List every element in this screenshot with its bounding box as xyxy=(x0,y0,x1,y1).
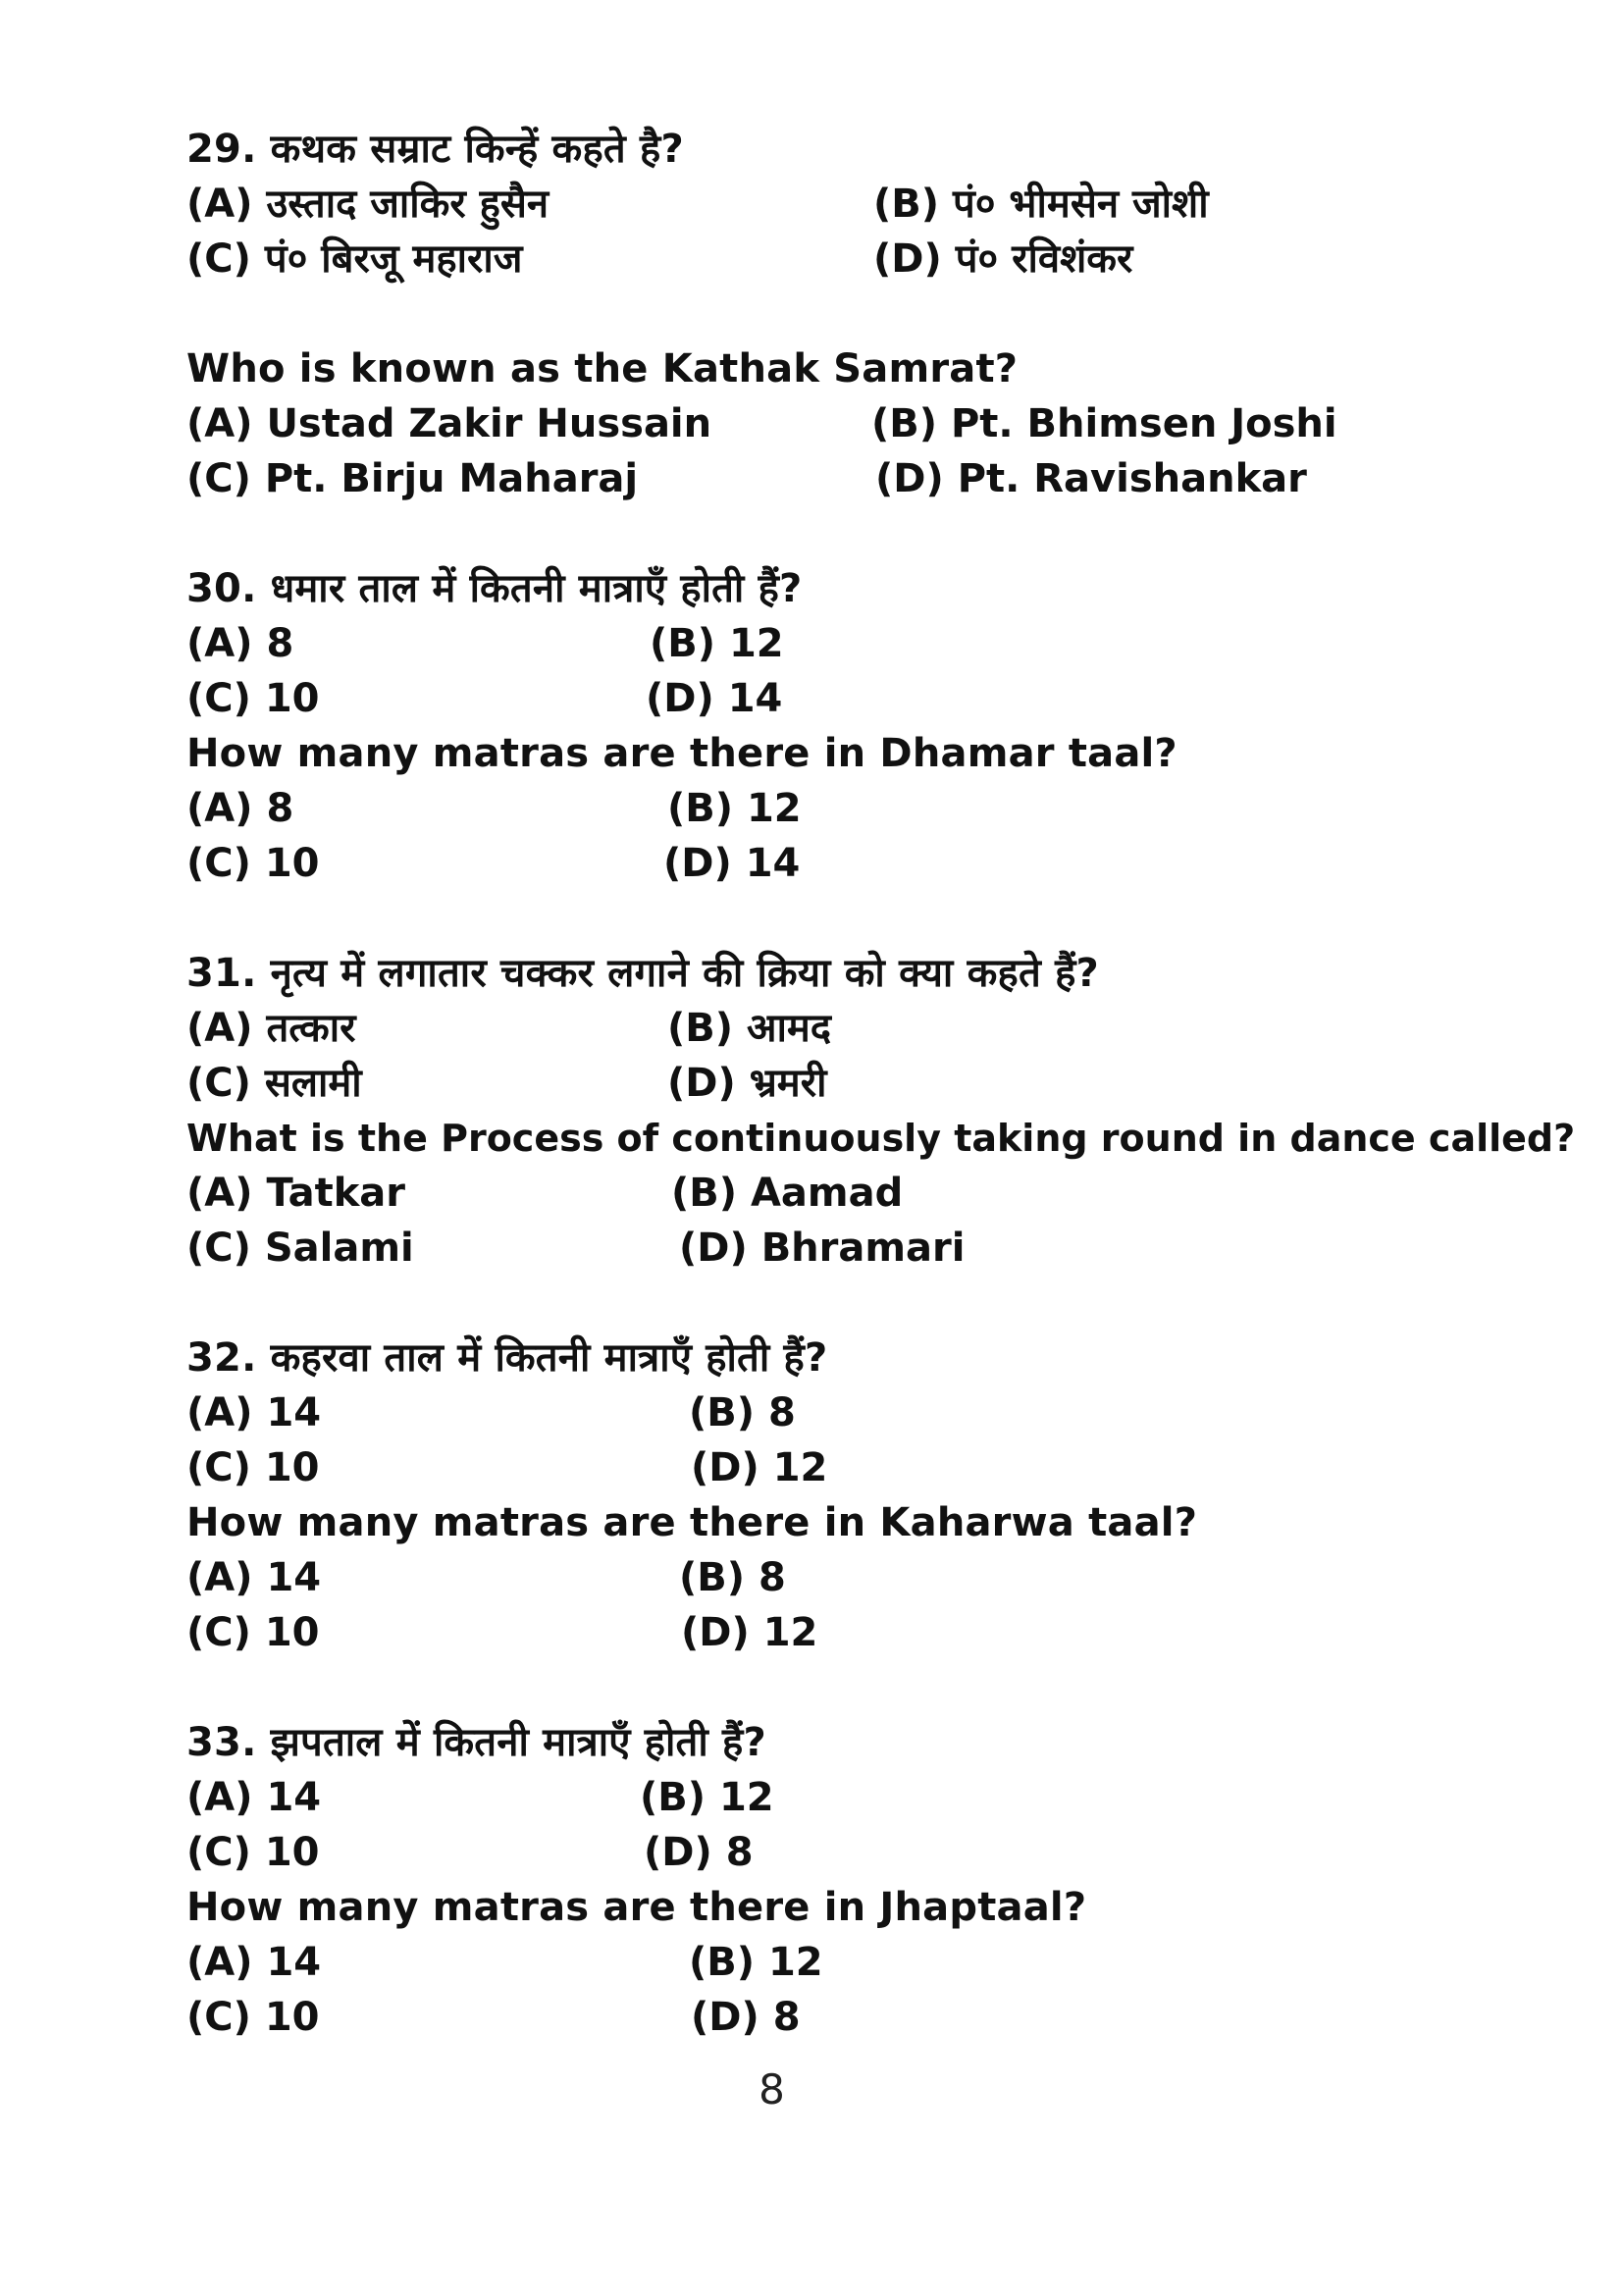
q33-hindi-option-c: (C) 10 xyxy=(186,1830,320,1875)
q32-hindi-option-b: (B) 8 xyxy=(689,1390,796,1435)
q32-english-option-a: (A) 14 xyxy=(186,1555,322,1600)
q30-hindi-option-c: (C) 10 xyxy=(186,676,320,721)
q32-hindi-option-c: (C) 10 xyxy=(186,1445,320,1490)
q29-hindi-option-a: (A) उस्ताद जाकिर हुसैन xyxy=(186,182,549,227)
q31-english-option-d: (D) Bhramari xyxy=(679,1226,966,1271)
q31-hindi-option-b: (B) आमद xyxy=(667,1006,832,1051)
q31-hindi-option-a: (A) तत्कार xyxy=(186,1006,356,1051)
q29-hindi-option-d: (D) पं० रविशंकर xyxy=(873,236,1133,282)
q32-english-option-c: (C) 10 xyxy=(186,1610,320,1655)
q30-english-option-d: (D) 14 xyxy=(663,841,801,886)
q29-english-option-b: (B) Pt. Bhimsen Joshi xyxy=(871,401,1337,446)
q31-hindi-option-c: (C) सलामी xyxy=(186,1061,362,1106)
q32-hindi-option-d: (D) 12 xyxy=(691,1445,828,1490)
q29-hindi-question: 29. कथक सम्राट किन्हें कहते है? xyxy=(186,127,684,172)
q31-english-option-c: (C) Salami xyxy=(186,1226,414,1271)
q31-hindi-option-d: (D) भ्रमरी xyxy=(667,1061,827,1106)
q30-hindi-option-a: (A) 8 xyxy=(186,621,294,666)
q30-english-question: How many matras are there in Dhamar taal? xyxy=(186,731,1177,776)
q30-english-option-c: (C) 10 xyxy=(186,841,320,886)
page-number: 8 xyxy=(759,2065,785,2113)
q31-hindi-question: 31. नृत्य में लगातार चक्कर लगाने की क्रिया को क्या कहते हैं? xyxy=(186,951,1099,996)
q31-english-option-b: (B) Aamad xyxy=(671,1171,904,1216)
q31-english-question: What is the Process of continuously taking round in dance called? xyxy=(186,1117,1576,1160)
q31-english-option-a: (A) Tatkar xyxy=(186,1171,406,1216)
q33-english-option-b: (B) 12 xyxy=(689,1940,823,1985)
q30-hindi-option-d: (D) 14 xyxy=(646,676,783,721)
q29-english-option-d: (D) Pt. Ravishankar xyxy=(875,456,1307,501)
q29-english-question: Who is known as the Kathak Samrat? xyxy=(186,346,1019,391)
q32-english-option-d: (D) 12 xyxy=(681,1610,818,1655)
q32-english-option-b: (B) 8 xyxy=(679,1555,786,1600)
q33-english-option-c: (C) 10 xyxy=(186,1995,320,2040)
q29-english-option-a: (A) Ustad Zakir Hussain xyxy=(186,401,712,446)
q33-hindi-question: 33. झपताल में कितनी मात्राएँ होती हैं? xyxy=(186,1720,766,1765)
q29-hindi-option-b: (B) पं० भीमसेन जोशी xyxy=(873,182,1209,227)
q29-english-option-c: (C) Pt. Birju Maharaj xyxy=(186,456,639,501)
q33-english-question: How many matras are there in Jhaptaal? xyxy=(186,1885,1087,1930)
q32-hindi-question: 32. कहरवा ताल में कितनी मात्राएँ होती हैं? xyxy=(186,1335,828,1381)
q30-english-option-a: (A) 8 xyxy=(186,786,294,831)
q33-hindi-option-a: (A) 14 xyxy=(186,1775,322,1820)
q33-english-option-d: (D) 8 xyxy=(691,1995,801,2040)
q30-hindi-question: 30. धमार ताल में कितनी मात्राएँ होती हैं? xyxy=(186,566,803,611)
q30-hindi-option-b: (B) 12 xyxy=(650,621,784,666)
q29-hindi-option-c: (C) पं० बिरजू महाराज xyxy=(186,236,523,282)
q33-hindi-option-b: (B) 12 xyxy=(640,1775,774,1820)
q33-hindi-option-d: (D) 8 xyxy=(644,1830,754,1875)
q32-english-question: How many matras are there in Kaharwa taal? xyxy=(186,1500,1198,1545)
q30-english-option-b: (B) 12 xyxy=(667,786,802,831)
q32-hindi-option-a: (A) 14 xyxy=(186,1390,322,1435)
q33-english-option-a: (A) 14 xyxy=(186,1940,322,1985)
